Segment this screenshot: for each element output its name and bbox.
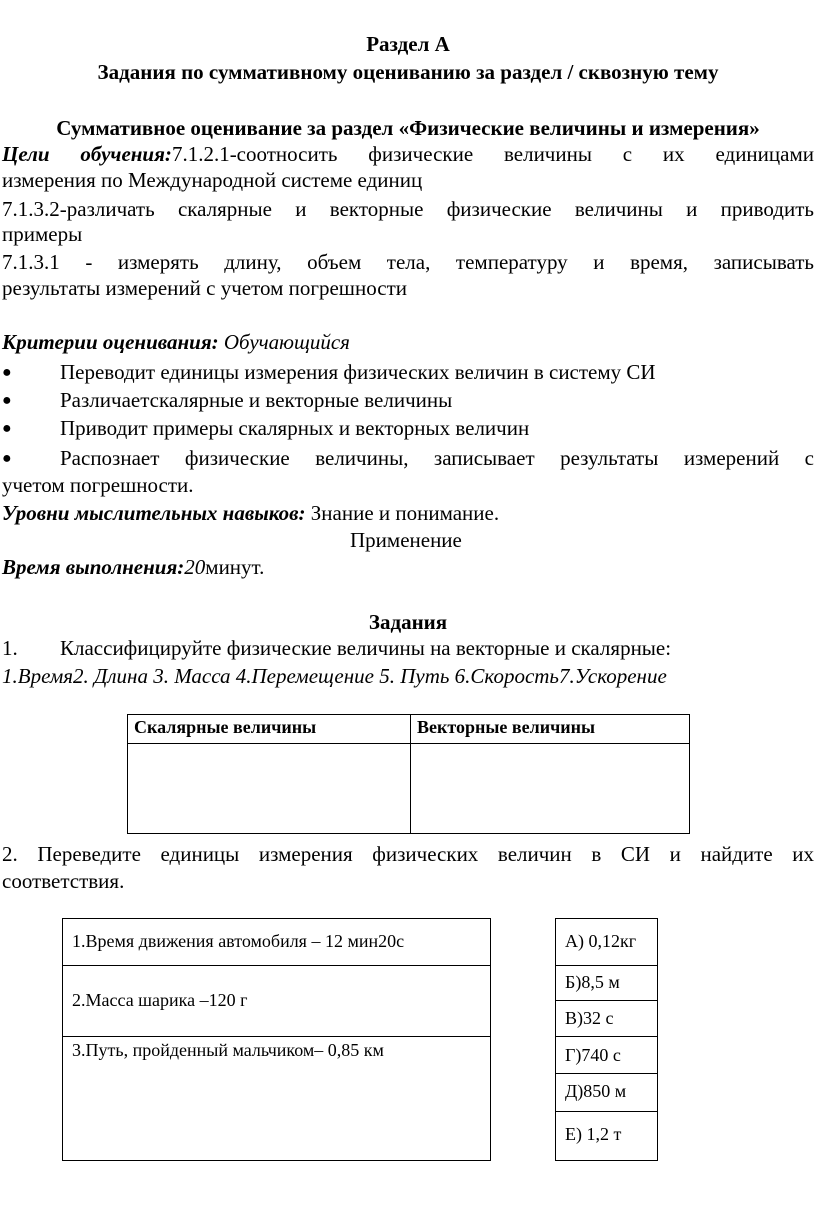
divider — [555, 1073, 657, 1074]
column-header-scalar: Скалярные величины — [128, 715, 411, 744]
classification-table — [127, 714, 690, 834]
goals-text-1: 7.1.2.1-соотносить физические величины с их единицами — [171, 142, 814, 166]
levels-value-1: Знание и понимание. — [305, 501, 500, 525]
goals-line-1 — [2, 142, 814, 167]
quantity-item-2: 2.Масса шарика –120 г — [72, 990, 248, 1010]
vector-answer-cell[interactable] — [411, 744, 690, 834]
divider — [62, 965, 490, 966]
goals-line-6: результаты измерений с учетом погрешности — [2, 276, 407, 300]
bullet-icon: ● — [2, 450, 12, 467]
column-header-vector: Векторные величины — [411, 715, 690, 744]
answer-option-g: Г)740 с — [565, 1045, 621, 1065]
time-line — [2, 555, 264, 580]
goals-line-2: измерения по Международной системе единиц — [2, 168, 423, 192]
time-label: Время выполнения: — [2, 555, 185, 579]
divider — [555, 965, 657, 966]
task1-number: 1. — [2, 636, 18, 660]
divider — [555, 1111, 657, 1112]
quantity-item-3: 3.Путь, пройденный мальчиком– 0,85 км — [72, 1040, 384, 1060]
document-title: Суммативное оценивание за раздел «Физические величины и измерения» — [56, 116, 760, 140]
answer-option-e: Е) 1,2 т — [565, 1124, 622, 1144]
tasks-heading: Задания — [368, 610, 448, 634]
answer-option-v: В)32 с — [565, 1008, 614, 1028]
divider — [555, 1000, 657, 1001]
levels-value-2: Применение — [350, 528, 462, 552]
task1-text: Классифицируйте физические величины на векторные и скалярные: — [60, 636, 672, 660]
task1-list: 1.Время2. Длина 3. Масса 4.Перемещение 5. Путь 6.Скорость7.Ускорение — [2, 664, 667, 688]
criteria-item-continued: учетом погрешности. — [2, 473, 194, 497]
levels-line — [2, 501, 499, 526]
goals-line-4: примеры — [2, 222, 83, 246]
criteria-sub: Обучающийся — [218, 330, 350, 354]
section-heading: Раздел А — [366, 32, 450, 56]
bullet-icon: ● — [2, 420, 12, 437]
criteria-item-text: Переводит единицы измерения физических величин в систему СИ — [60, 360, 656, 384]
answer-option-a: А) 0,12кг — [565, 931, 637, 951]
scalar-answer-cell[interactable] — [128, 744, 411, 834]
divider — [62, 1036, 490, 1037]
criteria-heading — [2, 330, 350, 355]
goals-label: Цели обучения: — [2, 142, 172, 166]
criteria-item-text: Приводит примеры скалярных и векторных величин — [60, 416, 530, 440]
answer-option-b: Б)8,5 м — [565, 972, 620, 992]
task2-line-1: 2. Переведите единицы измерения физических величин в СИ и найдите их — [2, 842, 814, 866]
task2-line-2: соответствия. — [2, 869, 125, 893]
levels-label: Уровни мыслительных навыков: — [2, 501, 306, 525]
time-number: 20 — [184, 555, 206, 579]
quantity-item-1: 1.Время движения автомобиля – 12 мин20с — [72, 931, 405, 951]
criteria-item-text: Распознает физические величины, записывает результаты измерений с — [60, 446, 814, 470]
bullet-icon: ● — [2, 364, 12, 381]
criteria-label: Критерии оценивания: — [2, 330, 219, 354]
goals-line-3: 7.1.3.2-различать скалярные и векторные физические величины и приводить — [2, 197, 814, 221]
criteria-item-text: Различаетскалярные и векторные величины — [60, 388, 453, 412]
time-unit: минут. — [205, 555, 265, 579]
answer-option-d: Д)850 м — [565, 1081, 627, 1101]
divider — [555, 1036, 657, 1037]
goals-line-5: 7.1.3.1 - измерять длину, объем тела, температуру и время, записывать — [2, 250, 814, 274]
bullet-icon: ● — [2, 392, 12, 409]
document-subtitle: Задания по суммативному оцениванию за раздел / сквозную тему — [97, 60, 719, 84]
